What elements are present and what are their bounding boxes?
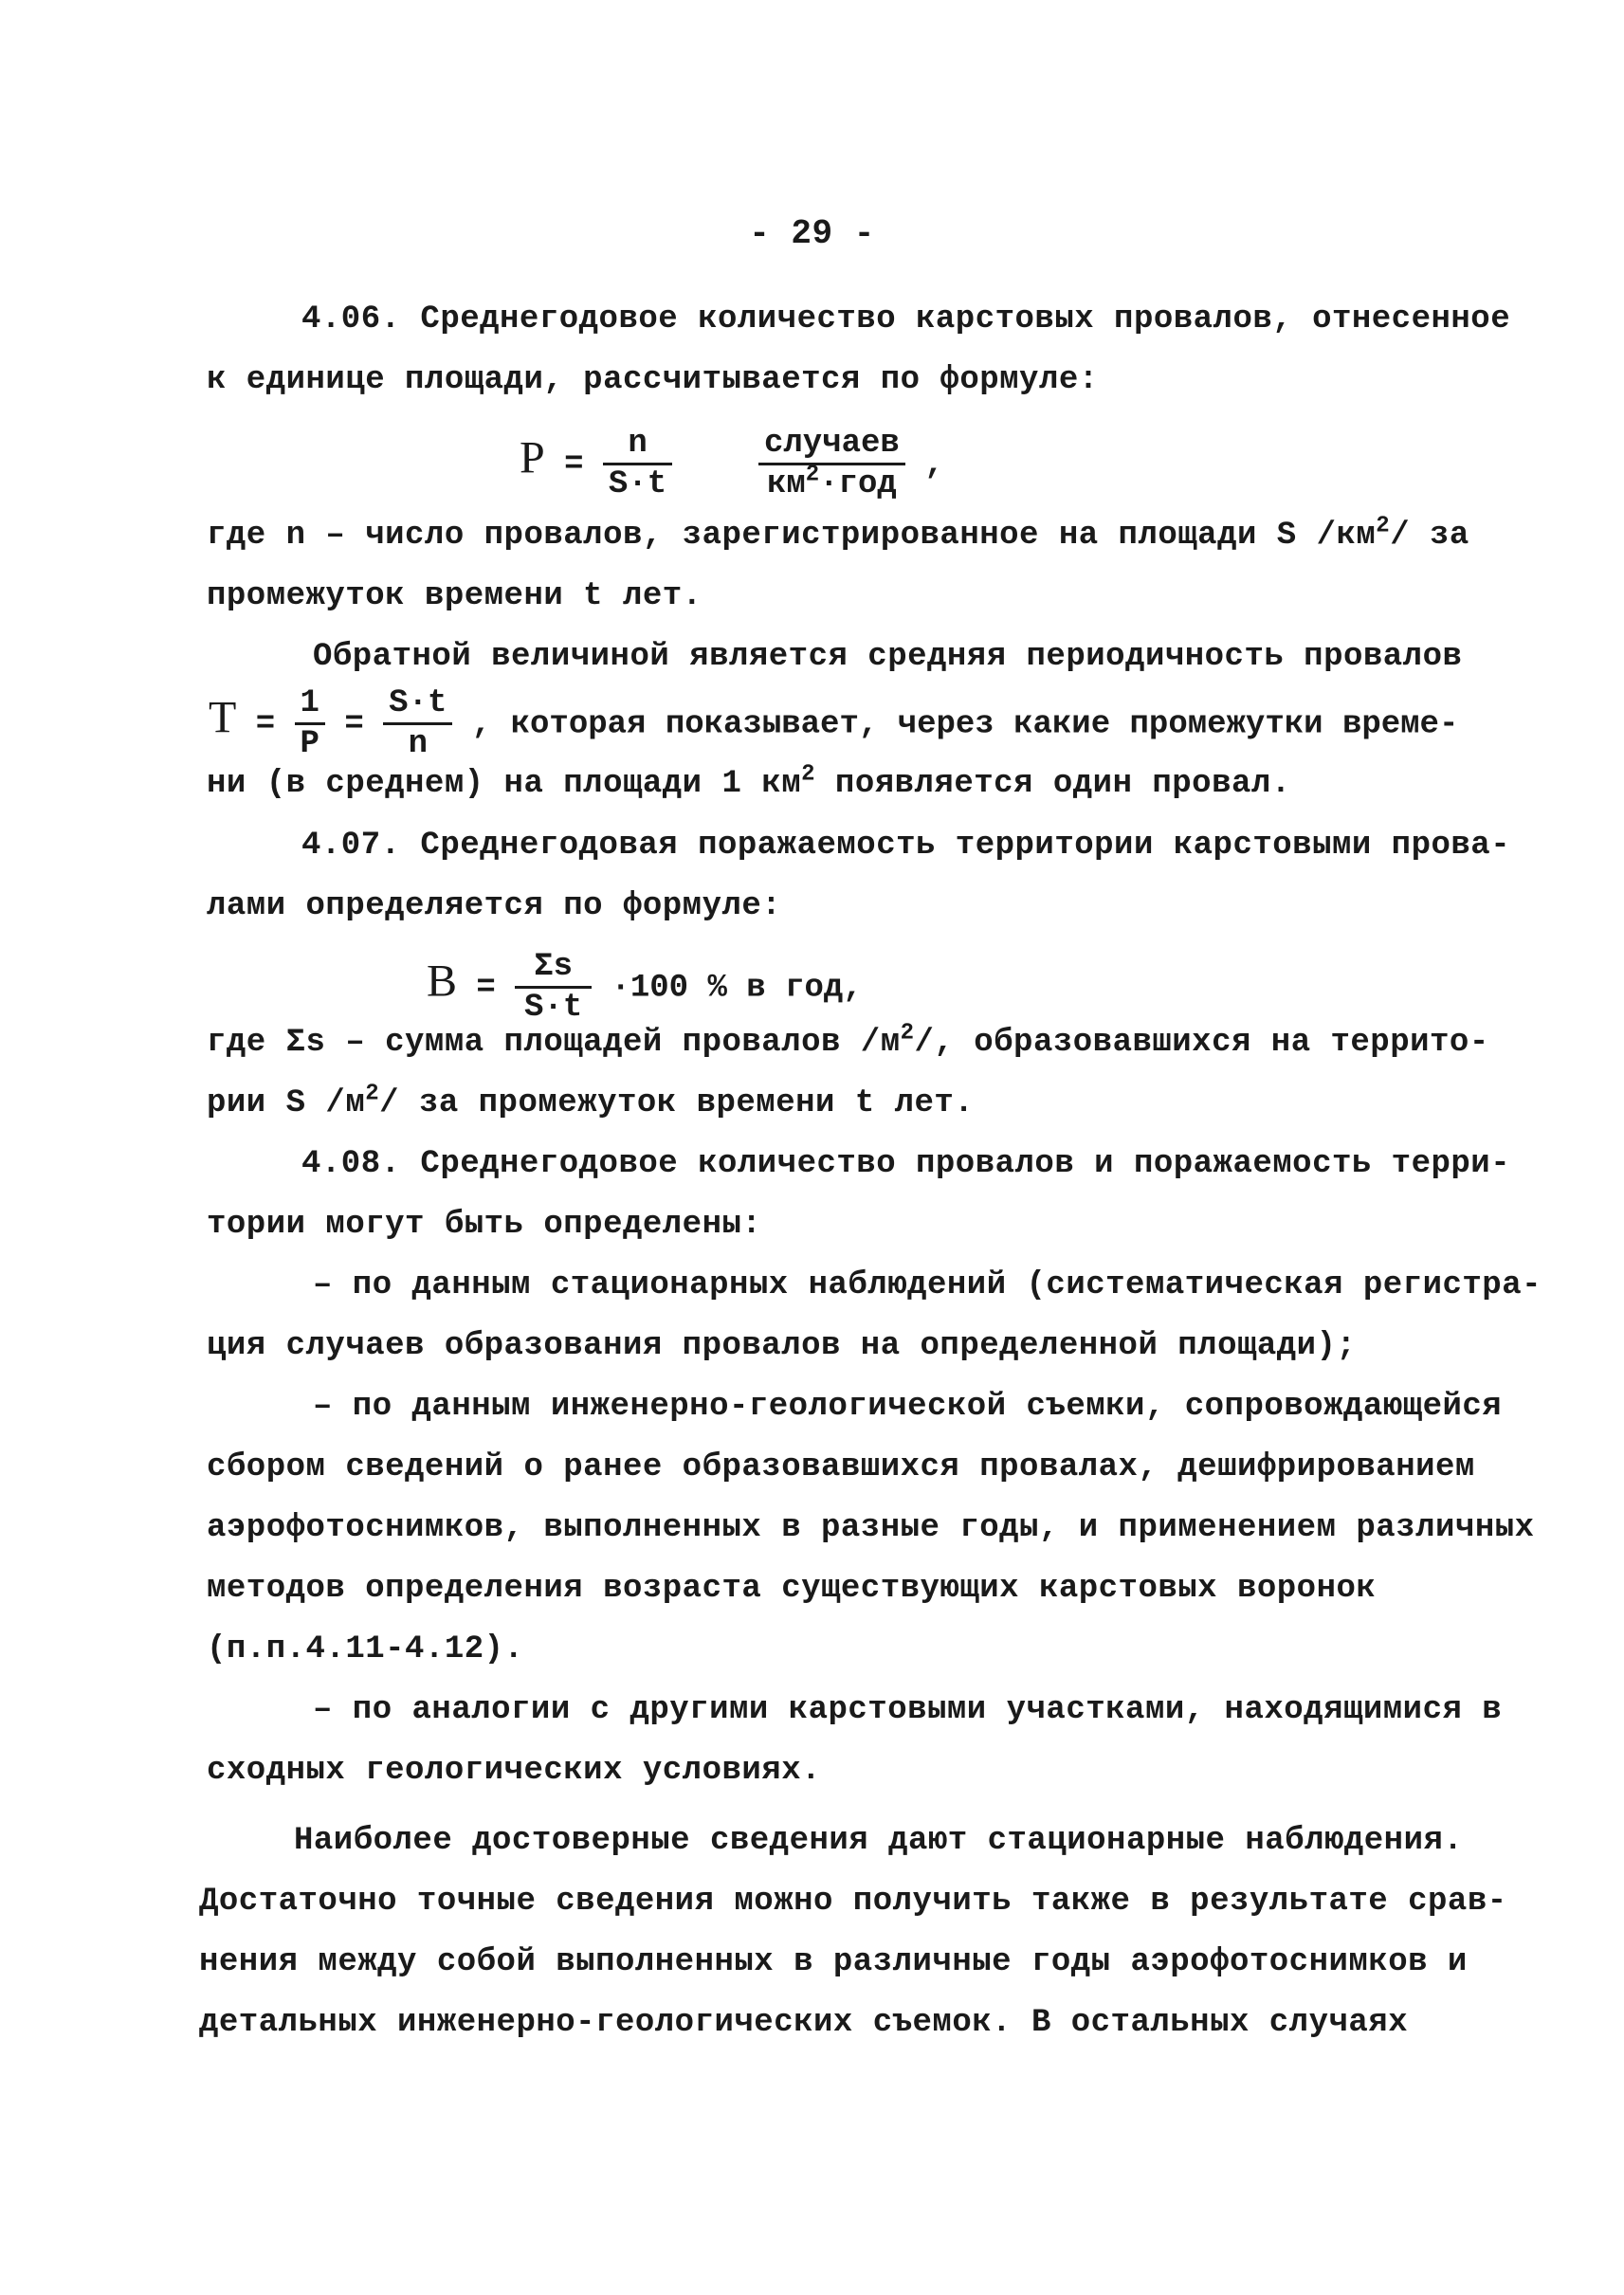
p2-line2: промежуток времени t лет. bbox=[207, 578, 703, 614]
formula-p-fraction bbox=[603, 425, 672, 503]
p7-line2: Достаточно точные сведения можно получить также в результате срав- bbox=[199, 1884, 1507, 1920]
p6-line2: тории могут быть определены: bbox=[207, 1207, 762, 1243]
page-number: - 29 - bbox=[749, 214, 875, 253]
p7-line3: нения между собой выполненных в различные годы аэрофотоснимков и bbox=[199, 1944, 1468, 1980]
p6-line7: аэрофотоснимков, выполненных в разные годы, и применением различных bbox=[207, 1510, 1535, 1546]
p2-line1: где n – число провалов, зарегистрированное на площади S $/км^2/$ за bbox=[207, 513, 1469, 554]
p6-line11: сходных геологических условиях. bbox=[207, 1753, 822, 1789]
formula-p bbox=[520, 425, 944, 503]
formula-p-den: S·t bbox=[608, 466, 667, 502]
p5-line2: рии S $/м^2/$ за промежуток времени t лет. bbox=[207, 1081, 975, 1121]
formula-p-unit-den: $км^2\cdot год$ bbox=[766, 462, 897, 502]
p6-line10: – по аналогии с другими карстовыми участками, находящимися в bbox=[313, 1692, 1503, 1728]
formula-p-lhs: P bbox=[520, 432, 545, 483]
p5-line1: где Σs – сумма площадей провалов $/м^2/$, образовавшихся на террито- bbox=[207, 1020, 1489, 1061]
p6-line8: методов определения возраста существующих карстовых воронок bbox=[207, 1571, 1377, 1607]
p4-line1: 4.07. Среднегодовая поражаемость территории карстовыми прова- bbox=[301, 828, 1511, 864]
formula-t-frac2: $\frac{S\cdot t}{n}$ bbox=[383, 684, 452, 763]
p6-line5: – по данным инженерно-геологической съемки, сопровождающейся bbox=[313, 1389, 1503, 1425]
formula-b-fraction: $\frac{\Sigma s}{S\cdot t}$ bbox=[515, 948, 592, 1027]
p3-line2-tail: , которая показывает, через какие промежутки време- bbox=[471, 706, 1459, 743]
formula-b-lhs: B bbox=[427, 956, 458, 1007]
p7-line1: Наиболее достоверные сведения дают стационарные наблюдения. bbox=[294, 1823, 1464, 1859]
p6-line3: – по данным стационарных наблюдений (систематическая регистра- bbox=[313, 1267, 1542, 1303]
formula-p-units bbox=[758, 425, 905, 503]
p3-line3: ни (в среднем) на площади 1 $км^2$ появляется один провал. bbox=[207, 761, 1291, 802]
formula-b: B = $\frac{\Sigma s}{S\cdot t}$ ·100 % в год, bbox=[427, 949, 863, 1026]
p1-line2: к единице площади, рассчитывается по формуле: bbox=[207, 362, 1099, 398]
p3-line1: Обратной величиной является средняя периодичность провалов bbox=[313, 639, 1463, 675]
p4-line2: лами определяется по формуле: bbox=[207, 888, 782, 924]
p6-line6: сбором сведений о ранее образовавшихся провалах, дешифрированием bbox=[207, 1449, 1475, 1485]
formula-b-tail: ·100 % в год, bbox=[611, 970, 863, 1007]
p6-line4: ция случаев образования провалов на определенной площади); bbox=[207, 1328, 1357, 1364]
formula-t: T = $\frac{1}{P}$ = $\frac{S\cdot t}{n}$ , которая показывает, через какие промежутки време- bbox=[209, 685, 1459, 762]
formula-p-num: n bbox=[603, 425, 672, 465]
p6-line1: 4.08. Среднегодовое количество провалов и поражаемость терри- bbox=[301, 1146, 1511, 1182]
formula-t-lhs: T bbox=[209, 692, 237, 743]
formula-p-eq: = bbox=[564, 446, 584, 483]
p1-line1: 4.06. Среднегодовое количество карстовых провалов, отнесенное bbox=[301, 301, 1511, 337]
p7-line4: детальных инженерно-геологических съемок. В остальных случаях bbox=[199, 2005, 1409, 2041]
p6-line9: (п.п.4.11-4.12). bbox=[207, 1631, 524, 1667]
formula-p-unit-num: случаев bbox=[758, 425, 905, 465]
formula-t-frac1: $\frac{1}{P}$ bbox=[295, 684, 325, 763]
formula-p-comma: , bbox=[924, 446, 944, 483]
